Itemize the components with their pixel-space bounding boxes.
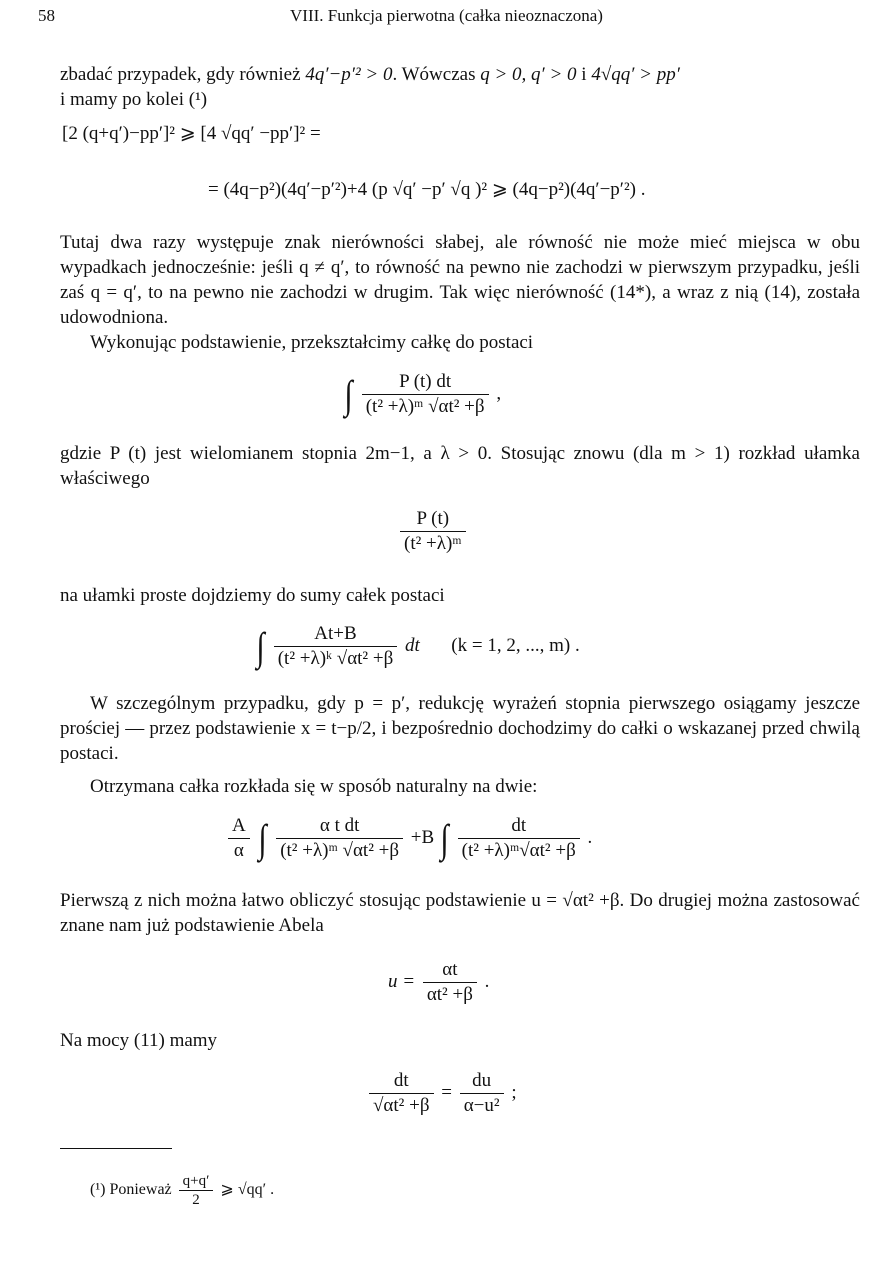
equation-1-line-2: = (4q−p²)(4q′−p′²)+4 (p √q′ −p′ √q )² ⩾ (4q−p²)(4q′−p′²) . bbox=[208, 179, 646, 200]
running-header bbox=[38, 6, 855, 30]
condition-2: q > 0, q′ > 0 bbox=[480, 64, 577, 85]
integral-sign: ∫ bbox=[440, 815, 449, 861]
equation-5-plus-b: +B bbox=[410, 826, 435, 848]
paragraph-9: Na mocy (11) mamy bbox=[60, 1030, 218, 1051]
equation-4-dt: dt bbox=[405, 634, 420, 656]
equation-2-denominator: (t² +λ)ᵐ √αt² +β bbox=[362, 394, 489, 419]
equation-5-fraction-2: $\frac{dt}{\text{(t² +λ)ᵐ√αt² +β}}$ bbox=[458, 814, 580, 863]
footnote bbox=[90, 1172, 274, 1209]
condition-1: 4q′−p′² > 0 bbox=[305, 64, 393, 85]
footnote-rhs: ⩾ √qq′ . bbox=[220, 1181, 275, 1199]
paragraph-4: gdzie P (t) jest wielomianem stopnia 2m−1, a λ > 0. Stosując znowu (dla m > 1) rozkład ułamka właściwego bbox=[60, 443, 860, 489]
paragraph-3: Wykonując podstawienie, przekształcimy całkę do postaci bbox=[90, 332, 534, 353]
equation-4 bbox=[255, 622, 580, 671]
paragraph-5: na ułamki proste dojdziemy do sumy całek postaci bbox=[60, 585, 445, 606]
footnote-text: Ponieważ bbox=[109, 1181, 172, 1199]
paragraph-6: W szczególnym przypadku, gdy p = p′, redukcję wyrażeń stopnia pierwszego osiągamy jeszcze prościej — przez podstawienie x = t−p/2, i bezpośrednio dochodzimy do całki o wskazanej przed chwilą postaci. bbox=[60, 693, 860, 764]
equation-3-numerator: P (t) bbox=[416, 508, 450, 529]
equation-7-fraction-1: $\frac{dt}{\text{√αt² +β}}$ bbox=[369, 1069, 434, 1118]
equation-4-denominator: (t² +λ)ᵏ √αt² +β bbox=[274, 646, 398, 671]
equation-5: $\frac{A}{\alpha}$ ∫ $\frac{\text{α t dt}}{\text{(t² +λ)ᵐ √αt² +β}}$ +B ∫ $\frac{dt}{\text{(t² +λ)ᵐ√αt² +β}}$ . bbox=[225, 814, 592, 863]
condition-3: 4√qq′ > pp′ bbox=[591, 64, 680, 85]
paragraph-1-line-2: i mamy po kolei (¹) bbox=[60, 89, 208, 110]
paragraph-1 bbox=[60, 62, 860, 112]
equation-4-numerator: At+B bbox=[314, 623, 357, 644]
equation-3-denominator: (t² +λ)ᵐ bbox=[400, 531, 466, 556]
integral-sign: ∫ bbox=[258, 815, 268, 861]
equation-6-fraction: $\frac{\alpha t}{\text{αt² +β}}$ bbox=[423, 958, 477, 1007]
paragraph-8: Pierwszą z nich można łatwo obliczyć stosując podstawienie u = √αt² +β. Do drugiej można zastosować znane nam już podstawienie Abela bbox=[60, 890, 860, 936]
equation-2-fraction bbox=[362, 370, 489, 419]
page-number: 58 bbox=[38, 6, 55, 25]
footnote-fraction: $\frac{q+q'}{2}$ bbox=[179, 1172, 214, 1209]
equation-2-numerator: P (t) dt bbox=[399, 371, 452, 392]
equation-4-range: (k = 1, 2, ..., m) . bbox=[451, 634, 580, 656]
equation-7: $\frac{dt}{\text{√αt² +β}}$ = $\frac{du}{\text{α−u²}}$ ; bbox=[366, 1069, 517, 1118]
integral-sign: ∫ bbox=[344, 371, 353, 417]
equation-2 bbox=[343, 370, 501, 419]
equation-5-fraction-1: $\frac{\text{α t dt}}{\text{(t² +λ)ᵐ √αt² +β}}$ bbox=[276, 814, 403, 863]
equation-3-fraction bbox=[400, 507, 466, 556]
equation-4-fraction bbox=[274, 622, 398, 671]
integral-sign: ∫ bbox=[256, 623, 265, 669]
paragraph-2: Tutaj dwa razy występuje znak nierówności słabej, ale równość nie może mieć miejsca w obu wypadkach jednocześnie: jeśli q ≠ q′, to równość na pewno nie zachodzi w pierwszym przypadku, jeśli zaś q = q′, to na pewno nie zachodzi w drugim. Tak więc nierówność (14*), a wraz z nią (14), została udowodniona. bbox=[60, 232, 860, 328]
equation-2-comma: , bbox=[496, 382, 502, 404]
equation-6: u = $\frac{\alpha t}{\text{αt² +β}}$ . bbox=[388, 959, 490, 1005]
footnote-rule bbox=[60, 1148, 172, 1149]
equation-5-coefficient: $\frac{A}{\alpha}$ bbox=[228, 814, 250, 863]
equation-7-fraction-2: $\frac{du}{\text{α−u²}}$ bbox=[460, 1069, 504, 1118]
equation-1-line-1: [2 (q+q′)−pp′]² ⩾ [4 √qq′ −pp′]² = bbox=[62, 123, 321, 144]
equation-6-lhs: u = bbox=[388, 970, 416, 992]
paragraph-1-line-1: zbadać przypadek, gdy również 4q′−p′² > 0. Wówczas q > 0, q′ > 0 i 4√qq′ > pp′ bbox=[60, 64, 680, 85]
equation-3 bbox=[397, 507, 469, 556]
footnote-marker: (¹) bbox=[90, 1181, 106, 1199]
paragraph-7: Otrzymana całka rozkłada się w sposób naturalny na dwie: bbox=[90, 776, 538, 797]
chapter-title: VIII. Funkcja pierwotna (całka nieoznaczona) bbox=[290, 6, 603, 25]
